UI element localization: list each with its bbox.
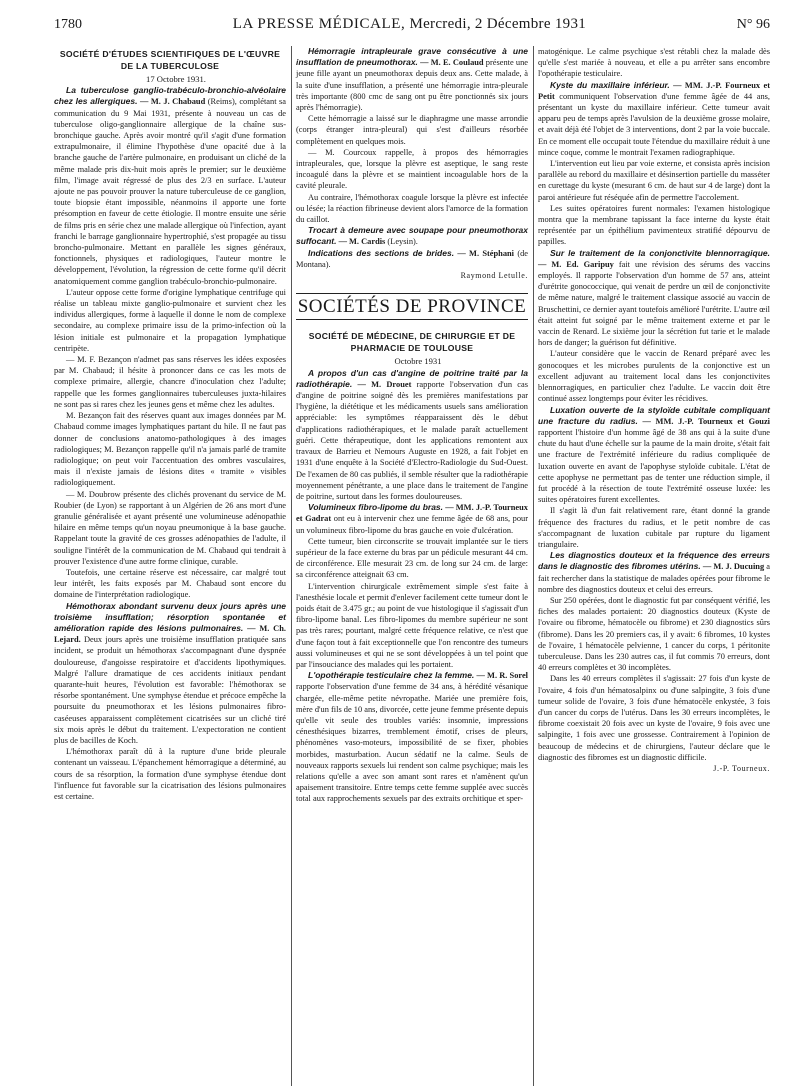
article-paragraph — [538, 405, 770, 506]
article-author: — M. Stéphani — [457, 248, 515, 258]
article-paragraph: Dans les 40 erreurs complètes il s'agissait: 27 fois d'un kyste de l'ovaire, 4 fois d'un hématosalpinx ou d'une salpingite, 3 fois d'une tumeur solide de l'ovaire, 3 fois d'une hématocèle enkystée, 3 fois d'un cancer du corps de l'utérus. Dans les 30 erreurs incomplètes, le fibrome coexistait 20 fois avec un kyste de l'ovaire, 9 fois avec une salpingite, 1 fois avec une grossesse. Contrairement à l'opinion de beaucoup de médecins et de chirurgiens, l'auteur déclare que le diagnostic des fibromes est un diagnostic difficile. — [538, 674, 770, 762]
report-signature: Raymond Letulle. — [460, 271, 528, 281]
issue-date: Mercredi, 2 Décembre 1931 — [409, 16, 587, 32]
report-signature: J.-P. Tourneux. — [713, 764, 770, 773]
column-1 — [54, 46, 286, 805]
article-paragraph: L'hémothorax paraît dû à la rupture d'une bride pleurale contenant un vaisseau. L'épanchement hémorragique a déterminé, au cours de sa résorption, la formation d'une symphyse étendue dont l'influence fut favorable sur la cicatrisation des lésions pulmonaires est certaine. — [54, 747, 286, 801]
article-paragraph: — M. Doubrow présente des clichés provenant du service de M. Roubier (de Lyon) se rapportant à un Algérien de 26 ans mort d'une granulie généralisée et ayant présenté une volumineuse adénopathie hilaire en même temps qu'un noyau pneumonique à la base gauche. Rappelant toute la gravité de ces grosses adénopathies de l'adulte, il souligne l'intérêt de la communication de M. Chabaud qui tendrait à prouver l'existence d'une autre forme clinique, curable. — [54, 489, 286, 566]
article-text: présente une jeune fille ayant un pneumothorax depuis deux ans. Cette malade, à la suite d'une insufflation, a présenté une hémorragie intra-pleurale très importante (800 cmc de sang ont pu être ponctionnés six jours après l'hémorragie). — [296, 58, 529, 113]
society-heading: SOCIÉTÉ D'ÉTUDES SCIENTIFIQUES DE L'ŒUVRE DE LA TUBERCULOSE — [59, 49, 281, 71]
article-paragraph: Au contraire, l'hémothorax coagule lorsque la plèvre est infectée ou lésée; la réaction fibrineuse devient alors l'amorce de la formation du caillot. — [296, 192, 528, 225]
article-author: — M. Ed. Garipuy — [538, 259, 614, 269]
article-paragraph — [54, 601, 286, 747]
article-title: Hémorragie intrapleurale grave consécutive à une insufflation de pneumothorax. — [296, 46, 528, 68]
article-paragraph: Toutefois, une certaine réserve est nécessaire, car malgré tout leur intérêt, les faits exposés par M. Chabaud sont encore du domaine de l'interprétation radiologique. — [54, 567, 286, 600]
article-paragraph: L'intervention chirurgicale extrêmement simple s'est faite à l'anesthésie locale et permit d'enlever facilement cette tumeur dont le poids était de 3.475 gr.; au point de vue histologique il s'agissait d'un fibro-lipome banal. Les fibro-lipomes du membre supérieur ne sont pas très rares; pourtant, malgré cette fréquence relative, ce n'est que d'une façon tout à fait exceptionnelle que l'on rencontre des tumeurs aussi volumineuses et qui ne se sont développées à un tel point que par l'insouciance des malades qui les portaient. — [296, 581, 528, 669]
article-text: communiquent l'observation d'une femme âgée de 44 ans, présentant un kyste du maxillaire inférieur. Cette tumeur avait apparu peu de temps après l'avulsion de la deuxième grosse molaire, et avait déjà été l'objet de 3 interventions, dont 2 par la voie buccale. En ce moment elle occupait toute l'étendue du maxillaire réduit à une mince coque, comme le montrait l'examen radiographique. — [538, 91, 771, 157]
article-paragraph — [296, 502, 528, 536]
article-text: Deux jours après une troisième insufflation pratiquée sans incident, se produit un hémothorax s'accompagnant d'une dyspnée douloureuse, d'angoisse respiratoire et d'accidents lipothymiques. Malgré l'allure dramatique de ces accidents initiaux pendant quarante-huit heures, l'évolution est favorable: l'hémothorax se résorbe spontanément. Une symphyse étendue et précoce empêche la poursuite du pneumothorax et les lésions pulmonaires fibro-caséeuses apparaissent complètement cicatrisées sur un cliché tiré six mois après le début du traitement. L'expectoration ne contient plus de bacilles de Koch. — [54, 635, 287, 745]
article-text: fait une révision des sérums des vaccins employés. Il rapporte l'observation d'un homme de 57 ans, atteint d'urétrite gonococcique, qui venait de perdre un œil de conjonctivite de même nature, malgré le traitement classique associé au vaccin de Bruschettini, ce dernier ayant toutefois amélioré l'urétrite. L'autre œil était atteint fut soigné par le même traitement externe et par le vaccin de Renard. Le sixième jour la sécrétion fut tarie et le malade hors de danger; la guérison fut définitive. — [538, 259, 771, 348]
article-title: La tuberculose ganglio-trabéculo-bronchio-alvéolaire chez les allergiques. — [54, 85, 286, 107]
article-paragraph: Il s'agit là d'un fait relativement rare, étant donné la grande fréquence des fractures du radius, et le petit nombre de cas s'accompagnant de luxation cubitale par rupture du ligament triangulaire. — [538, 506, 770, 549]
article-author: — M. R. Sorel — [476, 671, 528, 681]
article-text: (de Montana). — [296, 248, 529, 269]
article-paragraph: M. Bezançon fait des réserves quant aux images données par M. Chabaud comme images lymphatiques partant du hile. Il ne faut pas donner de conclusions anatomo-pathologiques à des images radiologiques; M. Bezançon rappelle qu'il n'a jamais parlé de tramite radiologique; on peut voir l'accentuation des ombres vasculaires, mais il n'existe jamais de lésions dites « tramite » visibles radiologiquement. — [54, 411, 286, 488]
journal-title: LA PRESSE MÉDICALE, — [232, 16, 406, 32]
article-author: — M. Ch. Lejard. — [54, 623, 286, 645]
article-paragraph: L'auteur considère que le vaccin de Renard préparé avec les gonocoques et les microbes purulents de la conjonctive est un excellent adjuvant au traitement local dans les conjonctivites blennorragiques, en particulier chez l'adulte. Le vaccin doit être continué assez longtemps pour éviter les récidives. — [538, 349, 770, 404]
article-text: (Leysin). — [387, 237, 418, 247]
columns — [54, 46, 770, 805]
article-title: Volumineux fibro-lipome du bras. — [308, 502, 444, 513]
article-author: — M. Drouet — [357, 379, 412, 389]
article-paragraph — [296, 670, 528, 804]
article-paragraph — [538, 248, 770, 349]
article-title: Les diagnostics douteux et la fréquence des erreurs dans le diagnostic des fibromes utérins. — [538, 550, 770, 572]
article-title: Trocart à demeure avec soupape pour pneumothorax suffocant. — [296, 225, 528, 247]
article-paragraph — [296, 368, 528, 502]
column-3 — [538, 46, 770, 805]
column-2 — [296, 46, 528, 805]
article-paragraph — [54, 85, 286, 287]
session-date: Octobre 1931 — [394, 356, 442, 367]
article-paragraph: Les suites opératoires furent normales: l'examen histologique montra que la membrane tapissant la face interne du kyste était représentée par un épithélium pavimenteux stratifié dépourvu de papilles. — [538, 203, 770, 247]
section-heading: SOCIÉTÉS DE PROVINCE — [296, 293, 528, 320]
article-title: Sur le traitement de la conjonctivite blennorragique. — [550, 247, 770, 258]
issue-number: N° 96 — [736, 17, 770, 32]
article-author: — M. Cardis — [338, 237, 386, 247]
article-paragraph: — M. F. Bezançon n'admet pas sans réserves les idées exposées par M. Chabaud; il hésite à prononcer dans ce cas les mots de complexe primaire, allergie, chancre d'inoculation chez l'adulte; rappelle que les formes ganglionnaires tuberculeuses juxta-hilaires ne sont pas si rares chez les jeunes gens et même chez les adultes. — [54, 355, 286, 409]
article-paragraph: Sur 250 opérées, dont le diagnostic fut par conséquent vérifié, les fiches des malades portaient: 20 diagnostics douteux (Kyste de l'ovaire ou fibrome, hématocèle ou fibrome) et 230 diagnostics sûrs (fibrome). Dans les 20 premiers cas, il y avait: 6 fibromes, 10 kystes de l'ovaire, 1 hématocèle pelvienne, 1 cancer du corps, 1 péritonite tuberculeuse. Dans les 230 autres cas, il fut commis 70 erreurs, dont 40 erreurs complètes et 30 incomplètes. — [538, 595, 770, 673]
article-author: — MM. J.-P. Tourneux et Gadrat — [296, 503, 528, 524]
masthead — [233, 16, 586, 33]
article-title: Luxation ouverte de la styloïde cubitale compliquant une fracture du radius. — [538, 404, 770, 426]
article-author: — MM. J.-P. Fourneux et Petit — [538, 80, 770, 101]
article-paragraph — [538, 550, 770, 595]
article-paragraph — [538, 80, 770, 158]
article-paragraph — [296, 46, 528, 113]
article-title: A propos d'un cas d'angine de poitrine traité par la radiothérapie. — [296, 367, 528, 389]
column-rule — [533, 46, 534, 1086]
article-title: L'opothérapie testiculaire chez la femme. — [308, 670, 475, 681]
page-number: 1780 — [54, 17, 82, 32]
article-paragraph — [296, 248, 528, 270]
article-text: rapporte l'observation d'un cas d'angine de poitrine soigné dès les premières manifestations par l'hygiène, la diététique et les médicaments usuels sans amélioration appréciable: les symptômes réapparaissent dès le début d'applications radiothérapiques, et le malade paraît actuellement guéri. Cette thérapeutique, dont les applications remontent aux travaux de Barrieu et Nemours Auguste en 1928, a fait l'objet en 1931 d'une enquête à la Société d'Electro-Radiologie du Sud-Ouest. De l'examen de 80 cas publiés, il semble résulter que la radiothérapie moyennement pénétrante, a une place dans le traitement de l'angine de poitrine, surtout dans les formes douloureuses. — [296, 379, 528, 501]
article-paragraph: — M. Courcoux rappelle, à propos des hémorragies intrapleurales, que, lorsque la plèvre est aseptique, le sang reste incoagulé dans la plèvre et se maintient incoagulable hors de la cavité pleurale. — [296, 147, 528, 191]
article-paragraph: matogénique. Le calme psychique s'est rétabli chez la malade dès qu'elle s'est mariée à nouveau, et elle a pu arrêter sans encombre l'opothérapie testiculaire. — [538, 47, 770, 79]
article-text: a fait rechercher dans la statistique de malades opérées pour fibrome le nombre des diagnostics douteux et celui des erreurs. — [538, 562, 770, 594]
article-paragraph: Cette tumeur, bien circonscrite se trouvait implantée sur le tiers supérieur de la face externe du bras par un pédicule mesurant 44 cm. de circonférence. Elle mesurait 23 cm. de long sur 24 cm. de large: sa circonférence atteignait 63 cm. — [296, 536, 528, 580]
article-paragraph: L'auteur oppose cette forme d'origine lymphatique centrifuge qui réalise un tableau mixte ganglio-pulmonaire et survient chez les individus allergiques, forme à laquelle il donne le nom de complexe secondaire, au complexe primaire issu de la primo-infection où la lésion initiale est pulmonaire et la propagation lymphatique centripète. — [54, 287, 286, 353]
session-date: 17 Octobre 1931. — [146, 74, 206, 84]
article-title: Kyste du maxillaire inférieur. — [550, 79, 670, 90]
column-rule — [291, 46, 292, 1086]
article-title: Indications des sections de brides. — [308, 247, 455, 258]
article-author: — MM. J.-P. Tourneux et Gouzi — [642, 416, 770, 426]
article-author: — M. E. Coulaud — [420, 58, 484, 68]
article-text: rapportent l'histoire d'un homme âgé de 38 ans qui à la suite d'une chute du haut d'une échelle sur la paume de la main droite, s'était fait une fracture de l'extrémité inférieure du radius compliquée de luxation ouverte en avant de l'apophyse styloïde cubitale. L'état de cette apophyse ne permettant pas de tenter une réduction simple, il fut procédé à la résection de toute l'extrémité osseuse luxée: les suites opératoires furent excellentes. — [538, 427, 770, 505]
society-heading: SOCIÉTÉ DE MÉDECINE, DE CHIRURGIE ET DE PHARMACIE DE TOULOUSE — [308, 331, 516, 354]
article-author: — M. J. Chabaud — [140, 97, 206, 107]
article-author: — M. J. Ducuing — [702, 562, 765, 572]
article-text: (Reims), complétant sa communication du 9 Mai 1931, présente à nouveau un cas de tuberculose oligo-ganglionnaire allergique de la chaîne sus-bronchique gauche. Après avoir montré qu'il s'agit d'une formation extrapulmonaire, il élimine l'hypothèse d'une opacité due à la branche gauche de l'artère pulmonaire, en produisant un cliché de la même malade pris dix-huit mois après le premier; sur le deuxième film, l'image avait régressé de plus des 2/3 en surface. L'auteur ajoute ne pas pouvoir prouver la nature tuberculeuse de ce ganglion, toute biopsie étant impossible, néanmoins il apporte une forte présomption en faveur de cette étiologie. Il montre ensuite une série de films pris en série chez une malade allergique où l'infection, ayant franchi le barrage ganglionnaire hypertrophié, s'est propagée au tissu broncho-pulmonaire. Mettant en parallèle les signes généraux, fonctionnels, physiques et radiologiques, l'auteur montre le développement, l'évolution, la régression de cette forme qu'il décrit anatomiquement comme ganglion trabéculo-bronchio-pulmonaire. — [54, 97, 287, 286]
page-header — [54, 16, 770, 36]
article-paragraph: Cette hémorragie a laissé sur le diaphragme une masse arrondie (corps étranger intra-pleural) qui s'est d'ailleurs résorbée complètement en quelques mois. — [296, 114, 528, 146]
article-paragraph: L'intervention eut lieu par voie externe, et consista après incision parallèle au rebord du maxillaire et désinsertion partielle du masséter en curettage du kyste (mesurant 6 cm. de haut sur 4 de large) dont la paroi antérieure fut réséquée afin de permettre l'accolement. — [538, 159, 770, 202]
article-title: Hémothorax abondant survenu deux jours après une troisième insufflation; résorption spontanée et amélioration rapide des lésions pulmonaires. — [54, 600, 286, 633]
article-text: rapporte l'observation d'une femme de 34 ans, à hérédité vésanique chargée, elle-même petite névropathe. Mariée une première fois, mère d'un fils de 10 ans, divorcée, cette jeune femme présente depuis qu'elle vit seule des troubles variés: insomnie, impressions cénesthésiques bizarres, tremblement émotif, crises de pleurs, phénomènes vaso-moteurs, impossibilité de se fixer, phobies morbides, masturbation. Aucun sédatif ne la calme. Seuls de nouveaux rapports sexuels lui rendent son calme psychique; mais les relations qu'elle a avec son amant sont rares et n'amènent qu'un apaisement transitoire. Entre temps cette femme supplée avec succès total aux rapprochements sexuels par des extraits orchitique et sper- — [296, 682, 528, 804]
article-text: ont eu à intervenir chez une femme âgée de 68 ans, pour un volumineux fibro-lipome du bras gauche en voie d'ulcération. — [296, 514, 529, 535]
article-paragraph — [296, 225, 528, 247]
